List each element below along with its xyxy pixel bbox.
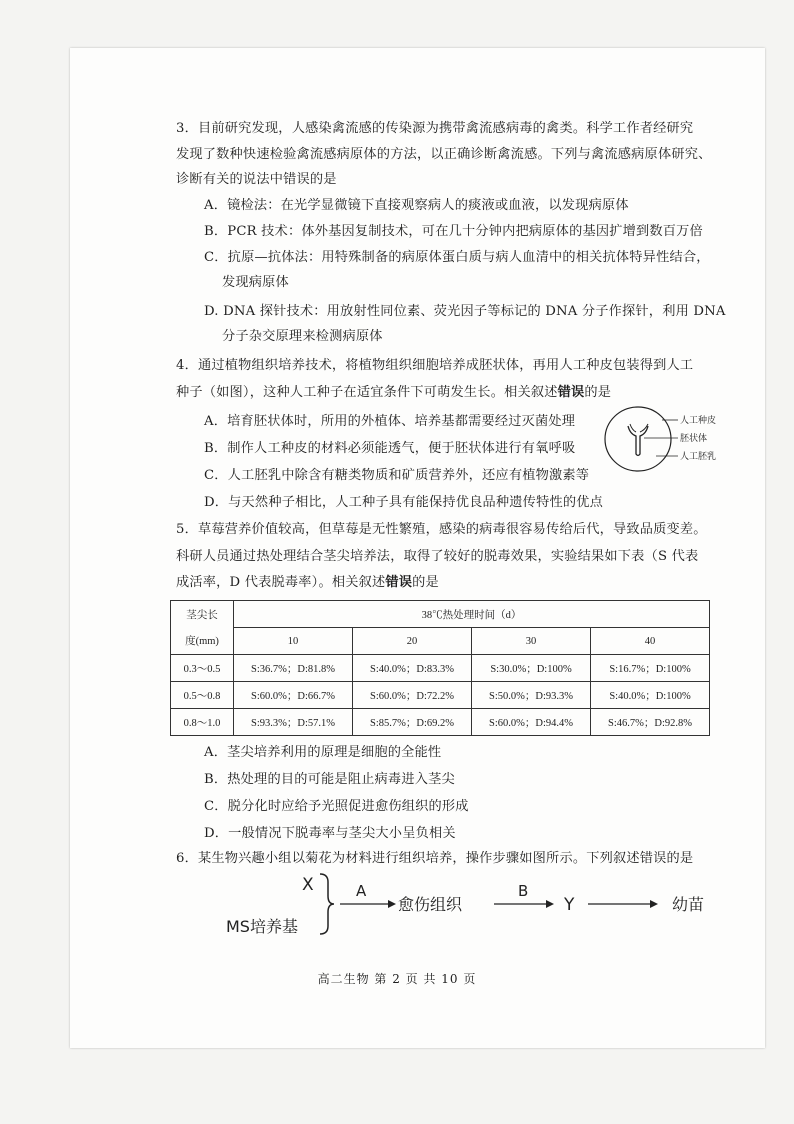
q3-stem-line2: 发现了数种快速检验禽流感病原体的方法，以正确诊断禽流感。下列与禽流感病原体研究、 <box>176 147 712 162</box>
q3-option-d-line2: 分子杂交原理来检测病原体 <box>222 329 383 344</box>
q4-stem-line2: 种子（如图），这种人工种子在适宜条件下可萌发生长。相关叙述错误的是 <box>176 385 612 400</box>
q3-stem-line1: 3．目前研究发现，人感染禽流感的传染源为携带禽流感病毒的禽类。科学工作者经研究 <box>176 121 694 136</box>
table-cell: S:16.7%；D:100% <box>591 655 710 682</box>
table-length-cell: 0.3～0.5 <box>171 655 234 682</box>
table-cell: S:40.0%；D:100% <box>591 682 710 709</box>
page-footer: 高二生物 第 2 页 共 10 页 <box>317 972 477 986</box>
q3-option-b: B．PCR 技术：体外基因复制技术，可在几十分钟内把病原体的基因扩增到数百万倍 <box>204 224 703 239</box>
q5-option-a: A．茎尖培养利用的原理是细胞的全能性 <box>204 745 442 760</box>
table-day-header: 20 <box>353 628 472 655</box>
table-cell: S:60.0%；D:72.2% <box>353 682 472 709</box>
q3-option-a: A．镜检法：在光学显微镜下直接观察病人的痰液或血液，以发现病原体 <box>204 198 629 213</box>
q4-option-d: D．与天然种子相比，人工种子具有能保持优良品种遗传特性的优点 <box>204 495 604 510</box>
q3-option-c-line1: C．抗原—抗体法：用特殊制备的病原体蛋白质与病人血清中的相关抗体特异性结合， <box>204 250 710 265</box>
q6-stem: 6．某生物兴趣小组以菊花为材料进行组织培养，操作步骤如图所示。下列叙述错误的是 <box>176 851 694 866</box>
q5-stem-line1: 5．草莓营养价值较高，但草莓是无性繁殖，感染的病毒很容易传给后代，导致品质变差。 <box>176 522 707 537</box>
table-group-header: 38℃热处理时间（d） <box>234 601 710 628</box>
flow-ms-label: MS培养基 <box>226 917 298 936</box>
q4-option-c: C．人工胚乳中除含有糖类物质和矿质营养外，还应有植物激素等 <box>204 468 590 483</box>
q6-flow-diagram <box>220 868 740 940</box>
table-cell: S:30.0%；D:100% <box>472 655 591 682</box>
table-corner-bottom: 度(mm) <box>171 628 234 655</box>
table-length-cell: 0.8～1.0 <box>171 709 234 736</box>
table-corner-top: 茎尖长 <box>171 601 234 628</box>
q3-option-d-line1: D. DNA 探针技术：用放射性同位素、荧光因子等标记的 DNA 分子作探针，利用 DNA <box>204 304 726 319</box>
table-cell: S:40.0%；D:83.3% <box>353 655 472 682</box>
q5-option-d: D．一般情况下脱毒率与茎尖大小呈负相关 <box>204 826 456 841</box>
q5-results-table <box>170 600 710 736</box>
flow-b-label: B <box>518 882 529 900</box>
table-cell: S:46.7%；D:92.8% <box>591 709 710 736</box>
flow-callus-label: 愈伤组织 <box>398 895 463 914</box>
q4-stem-line1: 4．通过植物组织培养技术，将植物组织细胞培养成胚状体，再用人工种皮包装得到人工 <box>176 358 694 373</box>
table-cell: S:93.3%；D:57.1% <box>234 709 353 736</box>
flow-x-label: X <box>302 875 314 895</box>
q3-option-c-line2: 发现病原体 <box>222 275 289 290</box>
table-length-cell: 0.5～0.8 <box>171 682 234 709</box>
flow-brace <box>320 874 334 934</box>
table-cell: S:36.7%；D:81.8% <box>234 655 353 682</box>
flow-y-label: Y <box>564 895 575 915</box>
table-cell: S:85.7%；D:69.2% <box>353 709 472 736</box>
flow-seedling-label: 幼苗 <box>672 895 705 914</box>
seed-label-coat: 人工种皮 <box>680 416 717 426</box>
q5-option-c: C．脱分化时应给予光照促进愈伤组织的形成 <box>204 799 469 814</box>
table-cell: S:50.0%；D:93.3% <box>472 682 591 709</box>
table-day-header: 10 <box>234 628 353 655</box>
q5-stem-line3: 成活率，D 代表脱毒率）。相关叙述错误的是 <box>176 575 439 590</box>
flow-a-label: A <box>356 882 367 900</box>
table-cell: S:60.0%；D:66.7% <box>234 682 353 709</box>
q3-stem-line3: 诊断有关的说法中错误的是 <box>176 172 337 187</box>
seed-label-endosperm: 人工胚乳 <box>680 452 717 462</box>
table-day-header: 30 <box>472 628 591 655</box>
q4-option-a: A．培育胚状体时，所用的外植体、培养基都需要经过灭菌处理 <box>204 414 576 429</box>
q5-option-b: B．热处理的目的可能是阻止病毒进入茎尖 <box>204 772 455 787</box>
table-cell: S:60.0%；D:94.4% <box>472 709 591 736</box>
artificial-seed-figure <box>600 404 750 474</box>
table-day-header: 40 <box>591 628 710 655</box>
table-row <box>171 655 710 682</box>
table-row <box>171 709 710 736</box>
seed-label-embryoid: 胚状体 <box>680 434 708 444</box>
table-row <box>171 682 710 709</box>
q4-option-b: B．制作人工种皮的材料必须能透气，便于胚状体进行有氧呼吸 <box>204 441 576 456</box>
q5-stem-line2: 科研人员通过热处理结合茎尖培养法，取得了较好的脱毒效果，实验结果如下表（S 代表 <box>176 549 699 564</box>
